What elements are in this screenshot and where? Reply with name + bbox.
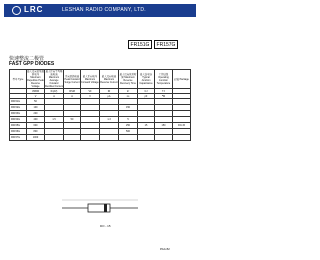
logo-text: LRC	[24, 5, 44, 14]
value-cell: 200	[27, 111, 45, 117]
title-chinese: 快速整流二极管	[9, 56, 45, 62]
type-cell: FR152G	[10, 105, 27, 111]
symbol-cell: TJ	[155, 89, 173, 94]
value-cell: 150	[155, 123, 173, 129]
value-cell: 15	[138, 123, 155, 129]
value-cell: 1000	[27, 135, 45, 141]
value-cell	[138, 135, 155, 141]
value-cell: 600	[27, 123, 45, 129]
header-cell: 最大反向重复峰值电压 Maximum Repetitive Peak Reverse Voltage	[27, 70, 44, 88]
unit-cell: V	[81, 94, 100, 99]
unit-cell: A	[45, 94, 64, 99]
cathode-band	[104, 204, 107, 212]
unit-cell: μA	[100, 94, 119, 99]
part-number-start: FR151G	[128, 40, 152, 49]
unit-cell: ℃	[155, 94, 173, 99]
header-bar	[4, 4, 196, 17]
table-row	[10, 135, 191, 141]
header-cell: 封装 Package	[173, 70, 191, 89]
value-cell	[173, 135, 191, 141]
value-cell: 50	[27, 99, 45, 105]
header-cell: 最大结电容 Typical Junction Capacitance	[138, 70, 155, 89]
value-cell	[45, 135, 64, 141]
value-cell: 50	[64, 117, 81, 123]
page-number: PAA 82	[160, 247, 170, 251]
value-cell: 5	[119, 117, 138, 123]
package-label: DO - 15	[100, 224, 111, 228]
type-cell: FR157G	[10, 135, 27, 141]
symbol-cell: CJ	[138, 89, 155, 94]
value-cell	[81, 135, 100, 141]
symbol-cell: VF	[81, 89, 100, 94]
header-cell: 工作结温 Operating Junction Temperature	[155, 70, 173, 89]
type-cell: FR151G	[10, 99, 27, 105]
spec-table	[9, 69, 191, 141]
table-header-row	[10, 70, 191, 89]
symbol-cell: trr	[119, 89, 138, 94]
header-cell: 最大反向恢复时间 Maximum Reverse Recovery Time	[119, 70, 138, 89]
symbol-cell: IR	[100, 89, 119, 94]
value-cell	[64, 135, 81, 141]
header-cell: 型号 Type	[10, 70, 27, 89]
unit-cell: pF	[138, 94, 155, 99]
symbol-cell: VRRM	[27, 89, 45, 94]
header-cell: 最大正向平均整流电流 Maximum Average Forward Rectified Current	[45, 70, 63, 88]
header-cell: 最大正向电压 Maximum Forward Voltage	[81, 70, 100, 89]
value-cell: 150	[119, 105, 138, 111]
value-cell: 250	[119, 123, 138, 129]
part-number-end: FR157G	[154, 40, 178, 49]
value-cell: 500	[119, 129, 138, 135]
header-cell: 正向浪涌电流 Peak Forward Surge Current	[64, 70, 81, 89]
type-cell: FR153G	[10, 111, 27, 117]
logo-icon	[12, 6, 21, 15]
type-cell: FR155G	[10, 123, 27, 129]
unit-cell: A	[64, 94, 81, 99]
header-cell: 最大反向电流 Maximum Reverse Current	[100, 70, 119, 89]
value-cell	[155, 135, 173, 141]
value-cell: 1.3	[100, 117, 119, 123]
value-cell: 800	[27, 129, 45, 135]
value-cell: 400	[27, 117, 45, 123]
value-cell: 1.5	[45, 117, 64, 123]
type-cell: FR156G	[10, 129, 27, 135]
value-cell	[119, 135, 138, 141]
title-english: FAST GPP DIODES	[9, 61, 55, 67]
type-cell: FR154G	[10, 117, 27, 123]
do15-package-diagram	[60, 196, 140, 220]
value-cell: DO-15	[173, 123, 191, 129]
value-cell	[100, 135, 119, 141]
table-body	[10, 99, 191, 141]
symbol-cell: IFSM	[64, 89, 81, 94]
unit-cell: V	[27, 94, 45, 99]
unit-cell: ns	[119, 94, 138, 99]
symbol-cell: IF(AV)	[45, 89, 64, 94]
company-name: LESHAN RADIO COMPANY, LTD.	[62, 7, 146, 13]
value-cell: 100	[27, 105, 45, 111]
